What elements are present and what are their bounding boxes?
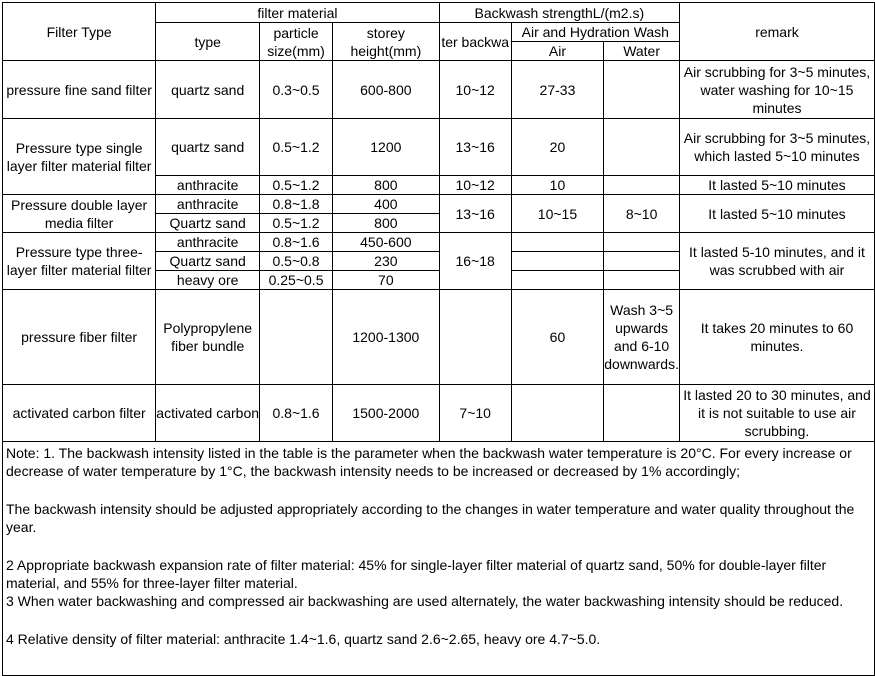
- header-particle-size: particle size(mm): [260, 23, 333, 61]
- backwash-table: [2, 2, 875, 676]
- storey-height: 1200-1300: [332, 290, 439, 385]
- note-1: Note: 1. The backwash intensity listed in the table is the parameter when the backwash water temperature is 20°C. For every increase or decrease of water temperature by 1°C, the backwash intensity needs to be increased or decreased by 1% accordingly;: [6, 445, 852, 479]
- remark: It takes 20 minutes to 60 minutes.: [679, 290, 874, 385]
- storey-height: 400: [332, 195, 439, 214]
- filter-name: pressure fiber filter: [3, 290, 156, 385]
- storey-height: 1200: [332, 119, 439, 176]
- air-wash: 10: [511, 176, 604, 195]
- remark: It lasted 5-10 minutes, and it was scrubbed with air: [679, 233, 874, 290]
- particle-size: 0.8~1.6: [260, 233, 333, 252]
- filter-name: Pressure double layer media filter: [3, 195, 156, 233]
- material-type: heavy ore: [156, 271, 260, 290]
- filter-name: Pressure type single layer filter material filter: [3, 119, 156, 195]
- header-air-hydration-wash: Air and Hydration Wash: [511, 23, 679, 42]
- storey-height: 800: [332, 176, 439, 195]
- material-type: anthracite: [156, 176, 260, 195]
- header-water-backwash: ter backwa: [439, 23, 511, 61]
- air-wash: [511, 385, 604, 442]
- header-backwash-strength: Backwash strengthL/(m2.s): [439, 3, 679, 23]
- water-wash: [604, 271, 680, 290]
- note-2: 2 Appropriate backwash expansion rate of filter material: 45% for single-layer filter material of quartz sand, 50% for double-layer filter material, and 55% for three-layer filter material.: [6, 557, 827, 591]
- particle-size: 0.5~1.2: [260, 119, 333, 176]
- air-wash: 60: [511, 290, 604, 385]
- table-row: [3, 385, 875, 442]
- water-wash: 8~10: [604, 195, 680, 233]
- water-wash: [604, 233, 680, 252]
- material-type: quartz sand: [156, 61, 260, 119]
- header-type: type: [156, 23, 260, 61]
- table-row: [3, 233, 875, 252]
- material-type: Quartz sand: [156, 252, 260, 271]
- water-wash: [604, 252, 680, 271]
- air-wash: 10~15: [511, 195, 604, 233]
- particle-size: 0.25~0.5: [260, 271, 333, 290]
- water-wash: [604, 176, 680, 195]
- air-wash: [511, 271, 604, 290]
- filter-name: activated carbon filter: [3, 385, 156, 442]
- table-row: [3, 290, 875, 385]
- table-row: [3, 195, 875, 214]
- water-backwash: 13~16: [439, 195, 511, 233]
- header-water: Water: [604, 42, 680, 61]
- notes-block: [3, 442, 875, 676]
- air-wash: [511, 233, 604, 252]
- header-filter-type: Filter Type: [3, 3, 156, 61]
- air-wash: 27-33: [511, 61, 604, 119]
- remark: It lasted 5~10 minutes: [679, 176, 874, 195]
- table-row: [3, 119, 875, 176]
- water-backwash: 10~12: [439, 176, 511, 195]
- water-wash: [604, 385, 680, 442]
- water-backwash: 10~12: [439, 61, 511, 119]
- water-wash: [604, 61, 680, 119]
- storey-height: 450-600: [332, 233, 439, 252]
- note-1b: The backwash intensity should be adjusted appropriately according to the changes in water temperature and water quality throughout the year.: [6, 501, 855, 535]
- filter-name: pressure fine sand filter: [3, 61, 156, 119]
- material-type: quartz sand: [156, 119, 260, 176]
- material-type: activated carbon: [156, 385, 260, 442]
- material-type: Polypropylene fiber bundle: [156, 290, 260, 385]
- remark: Air scrubbing for 3~5 minutes, which lasted 5~10 minutes: [679, 119, 874, 176]
- remark: It lasted 20 to 30 minutes, and it is not suitable to use air scrubbing.: [679, 385, 874, 442]
- water-backwash: 7~10: [439, 385, 511, 442]
- particle-size: 0.8~1.8: [260, 195, 333, 214]
- note-4: 4 Relative density of filter material: anthracite 1.4~1.6, quartz sand 2.6~2.65, heavy ore 4.7~5.0.: [6, 631, 601, 647]
- storey-height: 800: [332, 214, 439, 233]
- air-wash: 20: [511, 119, 604, 176]
- material-type: Quartz sand: [156, 214, 260, 233]
- remark: Air scrubbing for 3~5 minutes, water washing for 10~15 minutes: [679, 61, 874, 119]
- filter-name: Pressure type three-layer filter material filter: [3, 233, 156, 290]
- storey-height: 600-800: [332, 61, 439, 119]
- particle-size: [260, 290, 333, 385]
- particle-size: 0.5~1.2: [260, 214, 333, 233]
- header-filter-material: filter material: [156, 3, 439, 23]
- particle-size: 0.5~0.8: [260, 252, 333, 271]
- water-wash: [604, 119, 680, 176]
- particle-size: 0.3~0.5: [260, 61, 333, 119]
- material-type: anthracite: [156, 233, 260, 252]
- storey-height: 230: [332, 252, 439, 271]
- air-wash: [511, 252, 604, 271]
- header-air: Air: [511, 42, 604, 61]
- remark: It lasted 5~10 minutes: [679, 195, 874, 233]
- water-wash: Wash 3~5 upwards and 6-10 downwards.: [604, 290, 680, 385]
- water-backwash: 16~18: [439, 233, 511, 290]
- header-remark: remark: [679, 3, 874, 61]
- particle-size: 0.5~1.2: [260, 176, 333, 195]
- particle-size: 0.8~1.6: [260, 385, 333, 442]
- note-3: 3 When water backwashing and compressed air backwashing are used alternately, the water backwashing intensity should be reduced.: [6, 593, 844, 609]
- table-row: [3, 61, 875, 119]
- header-storey-height: storey height(mm): [332, 23, 439, 61]
- storey-height: 70: [332, 271, 439, 290]
- material-type: anthracite: [156, 195, 260, 214]
- storey-height: 1500-2000: [332, 385, 439, 442]
- water-backwash: [439, 290, 511, 385]
- water-backwash: 13~16: [439, 119, 511, 176]
